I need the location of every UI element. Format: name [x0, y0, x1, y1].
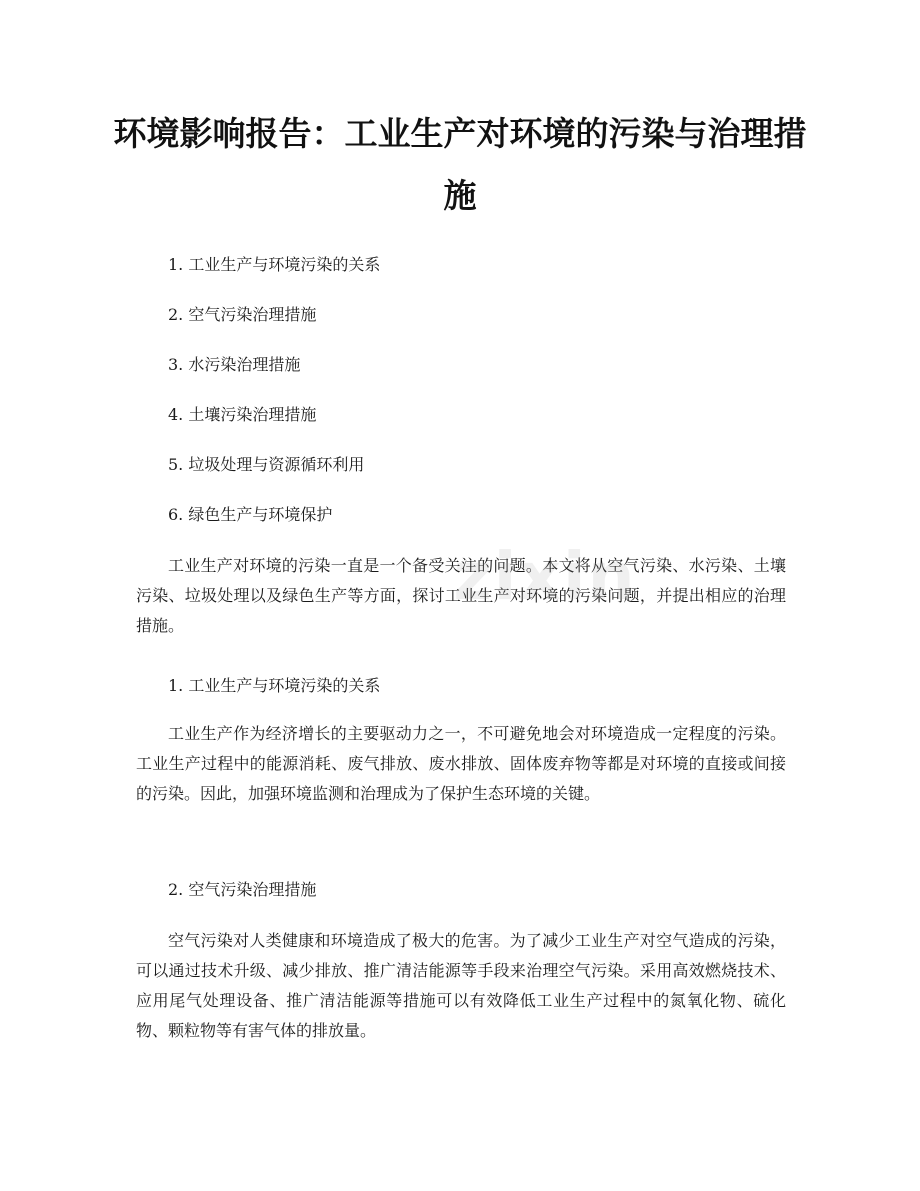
toc-item: 5. 垃圾处理与资源循环利用 — [168, 455, 365, 474]
toc-item: 4. 土壤污染治理措施 — [168, 405, 317, 424]
toc-item: 6. 绿色生产与环境保护 — [168, 505, 333, 524]
document-title: 环境影响报告：工业生产对环境的污染与治理措施 — [113, 114, 807, 215]
section-2-heading: 2. 空气污染治理措施 — [168, 880, 317, 899]
toc-item: 1. 工业生产与环境污染的关系 — [168, 255, 381, 274]
toc-item: 3. 水污染治理措施 — [168, 355, 301, 374]
section-1-paragraph: 工业生产作为经济增长的主要驱动力之一，不可避免地会对环境造成一定程度的污染。工业生产过程中的能源消耗、废气排放、废水排放、固体废弃物等都是对环境的直接或间接的污染。因此，加强环境监测和治理成为了保护生态环境的关键。 — [136, 724, 786, 803]
toc-item: 2. 空气污染治理措施 — [168, 305, 317, 324]
watermark: zixin — [453, 538, 637, 615]
section-1-heading: 1. 工业生产与环境污染的关系 — [168, 676, 381, 695]
section-2-paragraph: 空气污染对人类健康和环境造成了极大的危害。为了减少工业生产对空气造成的污染，可以通过技术升级、减少排放、推广清洁能源等手段来治理空气污染。采用高效燃烧技术、应用尾气处理设备、推广清洁能源等措施可以有效降低工业生产过程中的氮氧化物、硫化物、颗粒物等有害气体的排放量。 — [136, 931, 786, 1040]
intro-paragraph: 工业生产对环境的污染一直是一个备受关注的问题。本文将从空气污染、水污染、土壤污染、垃圾处理以及绿色生产等方面，探讨工业生产对环境的污染问题，并提出相应的治理措施。 — [136, 556, 786, 635]
table-of-contents — [168, 252, 380, 552]
